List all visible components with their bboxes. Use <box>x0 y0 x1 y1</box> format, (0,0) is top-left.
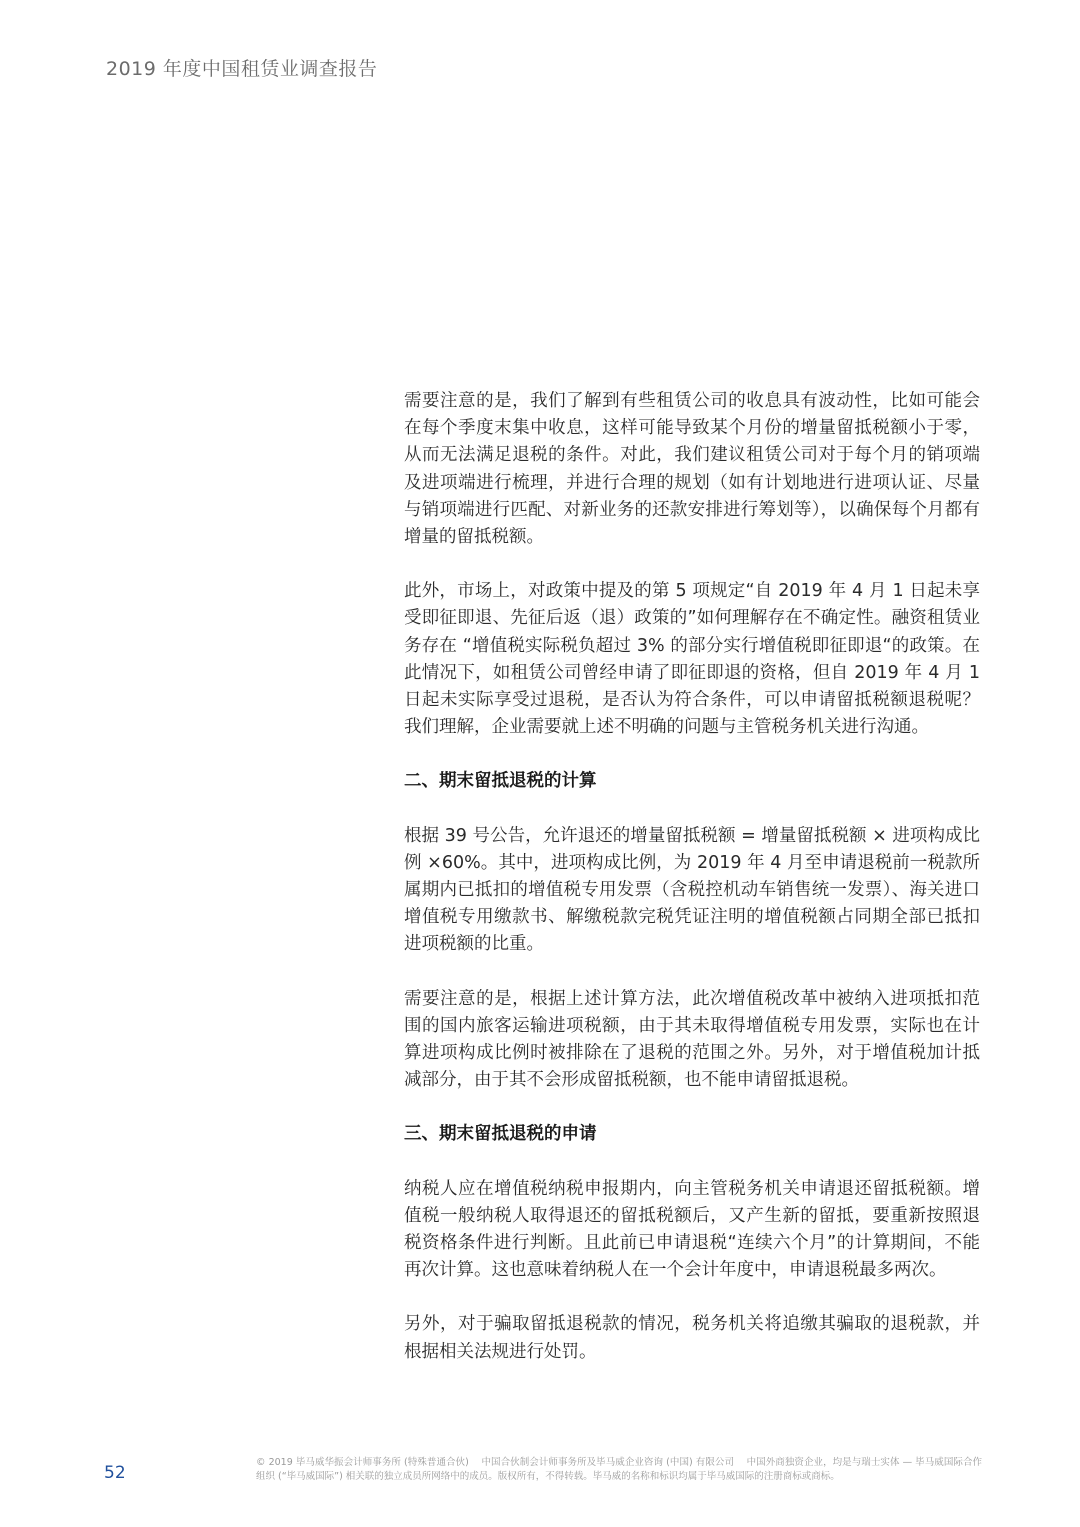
page-number: 52 <box>104 1463 126 1483</box>
section-heading-calculation: 二、期末留抵退税的计算 <box>404 771 597 792</box>
paragraph-spacer <box>404 959 980 986</box>
paragraph-income-volatility: 需要注意的是，我们了解到有些租赁公司的收息具有波动性，比如可能会在每个季度末集中收息，这样可能导致某个月份的增量留抵税额小于零，从而无法满足退税的条件。对此，我们建议租赁公司对于每个月的销项端及进项端进行梳理，并进行合理的规划（如有计划地进行进项认证、尽量与销项端进行匹配、对新业务的还款安排进行筹划等），以确保每个月都有增量的留抵税额。 <box>404 391 980 548</box>
paragraph-policy-uncertainty: 此外，市场上，对政策中提及的第 5 项规定“自 2019 年 4 月 1 日起未享受即征即退、先征后返（退）政策的”如何理解存在不确定性。融资租赁业务存在 “增值税实际税负超过 3% 的部分实行增值税即征即退“的政策。在此情况下，如租赁公司曾经申请了即征即退的资格，但自 2019 年 4 月 1 日起未实际享受过退税，是否认为符合条件，可以申请留抵税额退税呢？我们理解，企业需要就上述不明确的问题与主管税务机关进行沟通。 <box>404 581 980 738</box>
paragraph-spacer <box>404 1094 980 1121</box>
paragraph-calculation-formula: 根据 39 号公告，允许退还的增量留抵税额 = 增量留抵税额 × 进项构成比例 ×60%。其中，进项构成比例，为 2019 年 4 月至申请退税前一税款所属期内已抵扣的增值税专用发票（含税控机动车销售统一发票）、海关进口增值税专用缴款书、解缴税款完税凭证注明的增值税额占同期全部已抵扣进项税额的比重。 <box>404 825 980 955</box>
paragraph-spacer <box>404 741 980 768</box>
report-header-title: 2019 年度中国租赁业调查报告 <box>106 58 378 80</box>
paragraph-spacer <box>404 1149 980 1176</box>
paragraph-calculation-note: 需要注意的是，根据上述计算方法，此次增值税改革中被纳入进项抵扣范围的国内旅客运输进项税额，由于其未取得增值税专用发票，实际也在计算进项构成比例时被排除在了退税的范围之外。另外，对于增值税加计抵减部分，由于其不会形成留抵税额，也不能申请留抵退税。 <box>404 988 980 1091</box>
paragraph-fraud-penalty: 另外，对于骗取留抵退税款的情况，税务机关将追缴其骗取的退税款，并根据相关法规进行处罚。 <box>404 1314 980 1362</box>
paragraph-application-process: 纳税人应在增值税纳税申报期内，向主管税务机关申请退还留抵税额。增值税一般纳税人取得退还的留抵税额后，又产生新的留抵，要重新按照退税资格条件进行判断。且此前已申请退税“连续六个月”的计算期间，不能再次计算。这也意味着纳税人在一个会计年度中，申请退税最多两次。 <box>404 1178 980 1281</box>
section-heading-application: 三、期末留抵退税的申请 <box>404 1124 597 1145</box>
paragraph-spacer <box>404 1284 980 1311</box>
paragraph-spacer <box>404 551 980 578</box>
paragraph-spacer <box>404 796 980 823</box>
article-body <box>404 388 980 1366</box>
legal-footer-note: © 2019 毕马威华振会计师事务所 (特殊普通合伙) 中国合伙制会计师事务所及毕马威企业咨询 (中国) 有限公司 中国外商独资企业，均是与瑞士实体 — 毕马威国际合作组织 (“毕马威国际”) 相关联的独立成员所网络中的成员。版权所有，不得转载。毕马威的名称和标识均属于毕马威国际的注册商标或商标。 <box>256 1457 982 1482</box>
